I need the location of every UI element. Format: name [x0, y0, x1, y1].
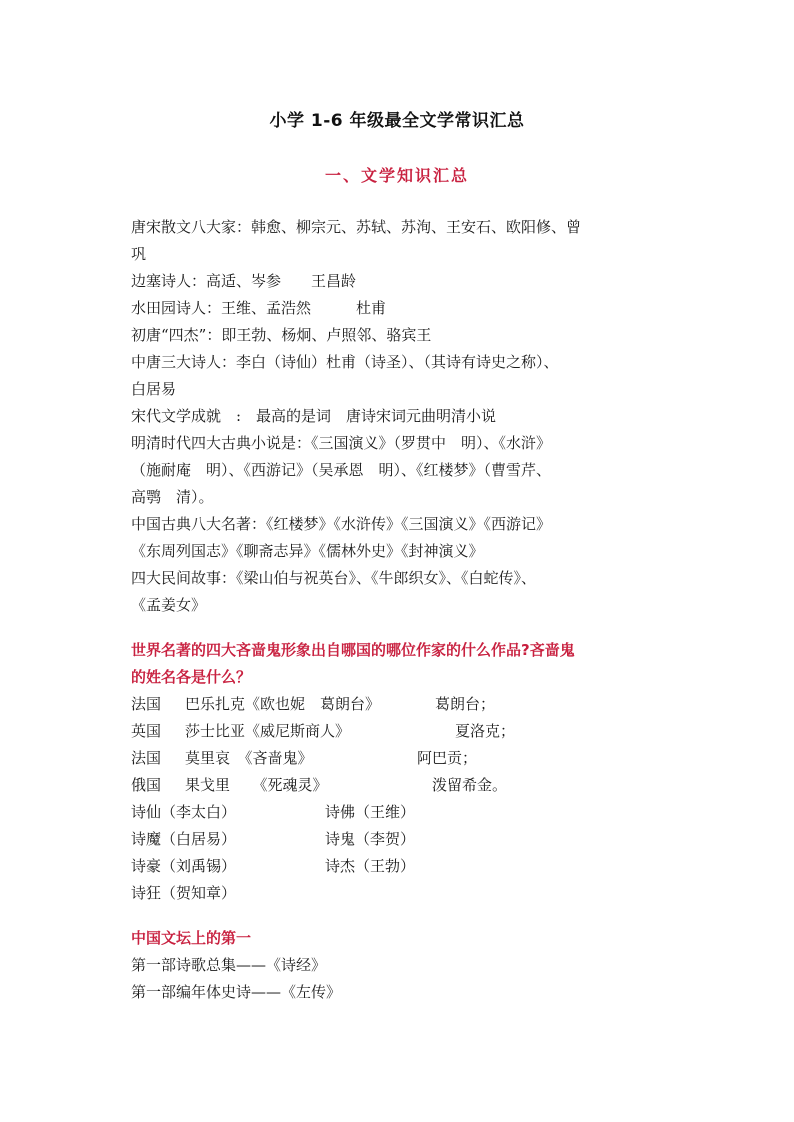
document-body: [131, 214, 671, 1006]
text-line: 边塞诗人：高适、岑参 王昌龄: [131, 272, 357, 290]
text-line: 宋代文学成就 : 最高的是词 唐诗宋词元曲明清小说: [131, 407, 497, 425]
poet-title-row: [131, 799, 671, 826]
misers-question-heading: 世界名著的四大吝啬鬼形象出自哪国的哪位作家的什么作品?吝啬鬼: [131, 641, 575, 659]
text-line: 唐宋散文八大家：韩愈、柳宗元、苏轼、苏洵、王安石、欧阳修、曾: [131, 218, 582, 236]
text-line: 《孟姜女》: [131, 596, 207, 614]
spacer: [131, 619, 671, 637]
spacer: [131, 907, 671, 925]
miser-work: 莫里哀 《吝啬鬼》: [185, 749, 313, 767]
poet-title: 诗狂（贺知章）: [131, 884, 237, 902]
text-line: 第一部诗歌总集——《诗经》: [131, 956, 327, 974]
miser-row: [131, 718, 671, 745]
miser-row: [131, 745, 671, 772]
text-line: 水田园诗人：王维、孟浩然 杜甫: [131, 299, 387, 317]
miser-row: [131, 691, 671, 718]
poet-title: 诗豪（刘禹锡）: [131, 857, 237, 875]
text-line: 中国古典八大名著：《红楼梦》《水浒传》《三国演义》《西游记》: [131, 515, 552, 533]
literature-knowledge-list: [131, 214, 671, 619]
miser-country: 英国: [131, 722, 162, 740]
document-title: 小学 1-6 年级最全文学常识汇总: [269, 111, 525, 131]
miser-country: 俄国: [131, 776, 162, 794]
poet-title: 诗仙（李太白）: [131, 803, 237, 821]
miser-name: 葛朗台；: [435, 695, 496, 713]
miser-name: 阿巴贡；: [417, 749, 478, 767]
miser-row: [131, 772, 671, 799]
miser-country: 法国: [131, 749, 162, 767]
text-line: 四大民间故事：《梁山伯与祝英台》、《牛郎织女》、《白蛇传》、: [131, 569, 537, 587]
text-line: 初唐“四杰”：即王勃、杨炯、卢照邻、骆宾王: [131, 326, 432, 344]
poet-title: 诗鬼（李贺）: [325, 830, 416, 848]
miser-name: 夏洛克；: [455, 722, 516, 740]
poet-title: 诗魔（白居易）: [131, 830, 237, 848]
text-line: 《东周列国志》《聊斋志异》《儒林外史》《封神演义》: [131, 542, 484, 560]
miser-work: 莎士比亚《威尼斯商人》: [185, 722, 351, 740]
poet-title: 诗杰（王勃）: [325, 857, 416, 875]
section-heading-literature: 一、文学知识汇总: [324, 166, 469, 185]
text-line: 高鹗 清）。: [131, 488, 214, 506]
miser-work: 果戈里 《死魂灵》: [185, 776, 328, 794]
miser-work: 巴乐扎克《欧也妮 葛朗台》: [185, 695, 381, 713]
miser-country: 法国: [131, 695, 162, 713]
poet-title-row: [131, 853, 671, 880]
text-line: 中唐三大诗人：李白（诗仙）杜甫（诗圣）、（其诗有诗史之称）、: [131, 353, 559, 371]
firsts-section: [131, 925, 671, 1006]
text-line: 明清时代四大古典小说是：《三国演义》（罗贯中 明）、《水浒》: [131, 434, 552, 452]
text-line: （施耐庵 明）、《西游记》（吴承恩 明）、《红楼梦》（曹雪芹、: [131, 461, 552, 479]
poet-title-row: [131, 880, 671, 907]
poet-title: 诗佛（王维）: [325, 803, 416, 821]
firsts-heading: 中国文坛上的第一: [131, 929, 252, 947]
misers-question-heading-cont: 的姓名各是什么？: [131, 668, 252, 686]
misers-section: [131, 637, 671, 907]
text-line: 白居易: [131, 380, 177, 398]
text-line: 第一部编年体史诗——《左传》: [131, 983, 342, 1001]
poet-title-row: [131, 826, 671, 853]
miser-name: 泼留希金。: [432, 776, 508, 794]
text-line: 巩: [131, 245, 147, 263]
